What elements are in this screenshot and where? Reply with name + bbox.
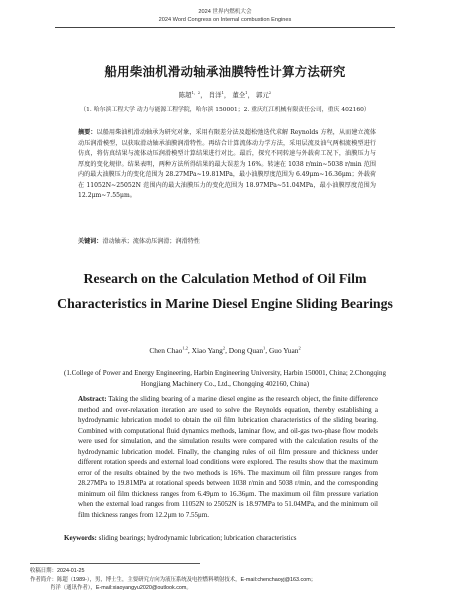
cn-authors: 陈超$^{1,2}$， 肖洋$^1$， 董全$^1$， 郭元$^2$ (178, 89, 272, 99)
en-author-1: Chen Chao$^{1,2}$ (149, 345, 188, 355)
cn-keywords-text: 滑动轴承；流体动压润滑；润滑特性 (102, 238, 200, 245)
footnote-author-info-2: 肖洋（通讯作者），E-mail:xiaoyangyu2020@outlook.com。 (50, 585, 192, 592)
footnote-rule (30, 563, 200, 564)
en-abstract-label: Abstract: (78, 395, 107, 403)
en-affiliation: (1.College of Power and Energy Engineering, Harbin Engineering University, Harbin 150001, China; 2.Chongqing Hongjiang Machinery Co., Ltd., Chongqing 402160, China) (64, 369, 386, 388)
cn-abstract (78, 128, 376, 202)
en-authors: Chen Chao$^{1,2}$, Xiao Yang$^2$, Dong Quan$^1$, Guo Yuan$^2$ (149, 345, 301, 355)
cn-author-4: 郭元$^2$ (256, 89, 272, 99)
en-keywords (64, 534, 384, 542)
en-author-3: Dong Quan$^1$ (228, 345, 266, 355)
header-en: 2024 Word Congress on Internal combustion Engines (158, 17, 292, 23)
header-cn: 2024 世界内燃机大会 (198, 9, 252, 15)
en-keywords-text: sliding bearings; hydrodynamic lubrication; lubrication characteristics (98, 534, 297, 542)
en-author-2: Xiao Yang$^2$ (191, 345, 226, 355)
footnote-received: 收稿日期：2024-01-25 (30, 568, 85, 574)
running-header (0, 8, 450, 24)
cn-author-2: 肖洋$^1$ (208, 89, 224, 99)
en-keywords-label: Keywords: (64, 534, 97, 542)
header-rule (55, 27, 395, 28)
en-abstract (78, 394, 378, 520)
cn-keywords-label: 关键词： (78, 238, 103, 245)
cn-title: 船用柴油机滑动轴承油膜特性计算方法研究 (104, 64, 346, 79)
footnote-author-info: 作者简介：陈超（1989-），男，博士生，主要研究方向为液压系统及电控燃料喷射技术，E-mail:chenchaoyj@163.com； (30, 576, 317, 583)
en-title: Research on the Calculation Method of Oil Film Characteristics in Marine Diesel Engine Sliding Bearings (57, 271, 393, 311)
cn-abstract-text: 以船用柴油机滑动轴承为研究对象，采用有限差分法及超松弛迭代求解 Reynolds 方程，从而建立流体动压润滑模型，以获取滑动轴承油膜润滑特性。再结合计算流体动力学方法，采用层流及油气两相流模型进行仿真，将仿真结果与流体动压润滑模型计算结果进行对比。最后，探究不同转速与外载荷工况下，油膜压力与厚度的变化规律。结果表明，两种方法所得结果的最大误差为 16%。转速在 1038 r/min~5038 r/min 范围内的最大油膜压力的变化范围为 28.27MPa~19.81MPa，最小油膜厚度范围为 6.49μm~16.36μm；外载荷在 11052N~25052N 范围内的最大油膜压力的变化范围为 18.97MPa~51.04MPa，最小油膜厚度范围为 12.2μm~7.55μm。 (78, 129, 376, 199)
en-author-4: Guo Yuan$^2$ (268, 345, 301, 355)
footnote (30, 567, 430, 593)
cn-abstract-label: 摘要： (78, 129, 97, 136)
en-abstract-text: Taking the sliding bearing of a marine diesel engine as the research object, the finite difference method and over-relaxation iteration are used to solve the Reynolds equation, thereby establishing a hydrodynamic lubrication model to obtain the oil film lubrication characteristics of the sliding bearing. Combined with computational fluid dynamics methods, laminar flow, and oil-gas two-phase flow models were used for simulation, and the simulation results were compared with the calculation results of the hydrodynamic lubrication model. Finally, the changing rules of oil film pressure and thickness under different rotation speeds and external load conditions were explored. The results show that the maximum error of the results obtained by the two methods is 16%. The maximum oil film pressure ranges from 28.27MPa to 19.81MPa at rotational speeds between 1038 r/min and 5038 r/min, and the corresponding minimum oil film thickness ranges from 6.49μm to 16.36μm. The maximum oil film pressure variation when the external load ranges from 11052N to 25052N is 18.97MPa to 51.04MPa, and the minimum oil film thickness ranges from 12.2μm to 7.55μm. (78, 395, 378, 519)
cn-author-1: 陈超$^{1,2}$ (178, 89, 201, 99)
cn-keywords (78, 236, 376, 245)
cn-affiliation: （1. 哈尔滨工程大学 动力与能源工程学院，哈尔滨 150001；2. 重庆红江机械有限责任公司，重庆 402160） (80, 107, 370, 113)
cn-author-3: 董全$^1$ (232, 89, 248, 99)
